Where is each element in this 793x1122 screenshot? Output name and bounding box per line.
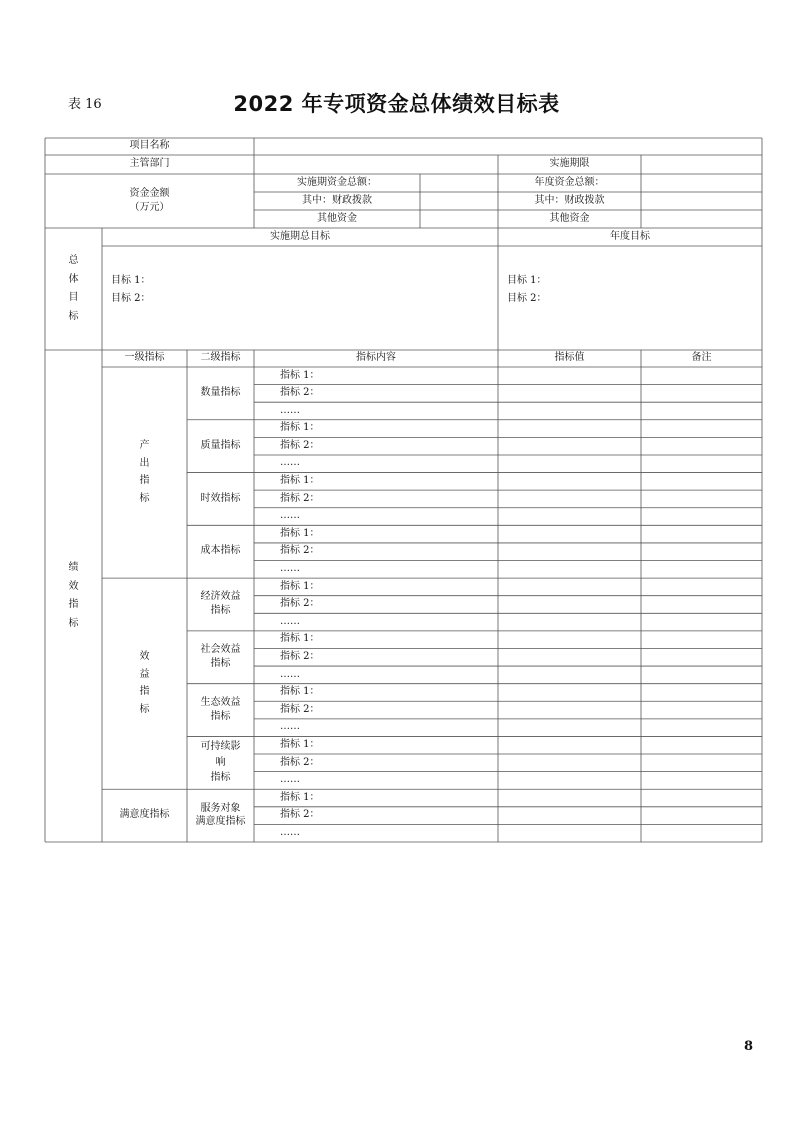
fund-amount-label <box>45 174 254 228</box>
level2-4 <box>187 525 254 578</box>
level2-9-line-2: 满意度指标 <box>195 816 246 828</box>
content-header: 指标内容 <box>356 352 396 364</box>
fund-amount-label-line-1: 资金金额 <box>129 187 170 199</box>
indicator-row-11-label: 指标 2： <box>280 545 320 557</box>
level1-2-line-4: 标 <box>139 703 150 715</box>
note-header: 备注 <box>691 352 712 364</box>
level2-1-line-1: 数量指标 <box>200 387 241 399</box>
period-goals-list <box>111 272 151 308</box>
value-header: 指标值 <box>554 352 585 364</box>
department-label: 主管部门 <box>129 158 170 170</box>
indicator-row-9-label: …… <box>280 510 300 522</box>
level1-1-line-1: 产 <box>139 440 150 452</box>
indicator-row-16-label: 指标 1： <box>280 633 320 645</box>
level1-3 <box>102 789 187 842</box>
level1-3-line-1: 满意度指标 <box>119 809 170 821</box>
level2-1 <box>187 367 254 420</box>
level1-2-line-3: 指 <box>139 686 150 698</box>
indicator-row-15-label: …… <box>280 615 300 627</box>
level1-1-line-3: 指 <box>139 475 150 487</box>
level2-7 <box>187 684 254 737</box>
indicator-row-4-label: 指标 1： <box>280 422 320 434</box>
period-goal-header: 实施期总目标 <box>270 230 330 242</box>
overall-goals-side-label-line-2: 体 <box>68 273 79 285</box>
annual-fiscal-funds-label: 其中：财政拨款 <box>534 194 605 206</box>
performance-side-label <box>45 350 102 842</box>
level2-8-line-1: 可持续影 <box>200 741 241 753</box>
level2-2 <box>187 420 254 473</box>
annual-goal-header: 年度目标 <box>610 230 650 242</box>
indicator-row-1-label: 指标 1： <box>280 369 320 381</box>
indicator-row-21-label: …… <box>280 721 300 733</box>
annual-goals-list-item-1: 目标 1： <box>507 275 547 286</box>
level2-3-line-1: 时效指标 <box>200 492 241 504</box>
level2-9 <box>187 789 254 842</box>
overall-goals-side-label-line-1: 总 <box>68 255 79 266</box>
level2-5-line-1: 经济效益 <box>200 591 241 603</box>
level2-7-line-2: 指标 <box>210 710 231 722</box>
level2-9-line-1: 服务对象 <box>200 802 241 814</box>
performance-side-label-line-2: 效 <box>68 580 79 592</box>
other-funds-label: 其他资金 <box>317 212 357 224</box>
overall-goals-side-label-line-3: 目 <box>68 292 79 303</box>
indicator-row-2-label: 指标 2： <box>280 387 320 399</box>
indicator-row-7-label: 指标 1： <box>280 475 320 487</box>
level2-2-line-1: 质量指标 <box>200 439 241 451</box>
performance-side-label-line-1: 绩 <box>68 562 79 573</box>
level1-2-line-2: 益 <box>139 668 150 680</box>
table-number: 表 16 <box>68 97 102 112</box>
overall-goals-side-label-line-4: 标 <box>68 310 79 322</box>
indicator-row-26-label: 指标 2： <box>280 809 320 821</box>
indicator-row-25-label: 指标 1： <box>280 791 320 803</box>
performance-side-label-line-3: 指 <box>68 599 79 610</box>
indicator-row-5-label: 指标 2： <box>280 439 320 451</box>
indicator-row-14-label: 指标 2： <box>280 598 320 610</box>
performance-side-label-line-4: 标 <box>68 617 79 629</box>
level2-5 <box>187 578 254 631</box>
indicator-row-27-label: …… <box>280 826 300 838</box>
annual-other-funds-label: 其他资金 <box>549 212 590 224</box>
level1-1-line-4: 标 <box>139 492 150 504</box>
period-goals-list-item-1: 目标 1： <box>111 275 151 286</box>
indicator-row-10-label: 指标 1： <box>280 527 320 539</box>
overall-goals-side-label <box>45 228 102 350</box>
indicator-row-12-label: …… <box>280 563 300 575</box>
level2-header: 二级指标 <box>200 352 241 364</box>
indicator-row-22-label: 指标 1： <box>280 738 320 750</box>
project-name-label: 项目名称 <box>129 140 170 152</box>
indicator-row-20-label: 指标 2： <box>280 703 320 715</box>
fund-amount-label-line-2: （万元） <box>129 202 170 213</box>
level2-8 <box>187 736 254 789</box>
total-funds-label: 实施期资金总额： <box>297 176 377 188</box>
level2-4-line-1: 成本指标 <box>200 545 241 557</box>
level1-header: 一级指标 <box>124 352 165 364</box>
fiscal-funds-label: 其中：财政拨款 <box>302 194 372 206</box>
level2-7-line-1: 生态效益 <box>200 697 241 709</box>
indicator-row-23-label: 指标 2： <box>280 756 320 768</box>
level1-1-line-2: 出 <box>139 457 150 469</box>
level2-6 <box>187 631 254 684</box>
period-goals-list-item-2: 目标 2： <box>111 293 151 304</box>
indicator-row-19-label: 指标 1： <box>280 686 320 698</box>
page-title: 2022 年专项资金总体绩效目标表 <box>233 92 560 116</box>
level2-8-line-3: 指标 <box>210 772 231 784</box>
annual-goals-list-item-2: 目标 2： <box>507 293 547 304</box>
level1-2 <box>102 578 187 789</box>
indicator-row-3-label: …… <box>280 404 300 416</box>
level2-5-line-2: 指标 <box>210 604 231 616</box>
level1-1 <box>102 367 187 578</box>
level2-6-line-2: 指标 <box>210 657 231 669</box>
annual-goals-list <box>507 272 547 308</box>
period-label: 实施期限 <box>549 158 590 170</box>
annual-funds-label: 年度资金总额： <box>534 176 605 188</box>
indicator-row-24-label: …… <box>280 774 300 786</box>
level1-2-line-1: 效 <box>139 651 150 663</box>
level2-8-line-2: 响 <box>215 756 226 768</box>
indicator-row-17-label: 指标 2： <box>280 651 320 662</box>
indicator-row-13-label: 指标 1： <box>280 580 320 592</box>
indicator-row-8-label: 指标 2： <box>280 492 320 504</box>
level2-3 <box>187 473 254 526</box>
indicator-row-6-label: …… <box>280 457 300 469</box>
indicator-row-18-label: …… <box>280 668 300 680</box>
page-number: 8 <box>744 1039 754 1054</box>
level2-6-line-1: 社会效益 <box>200 644 241 656</box>
